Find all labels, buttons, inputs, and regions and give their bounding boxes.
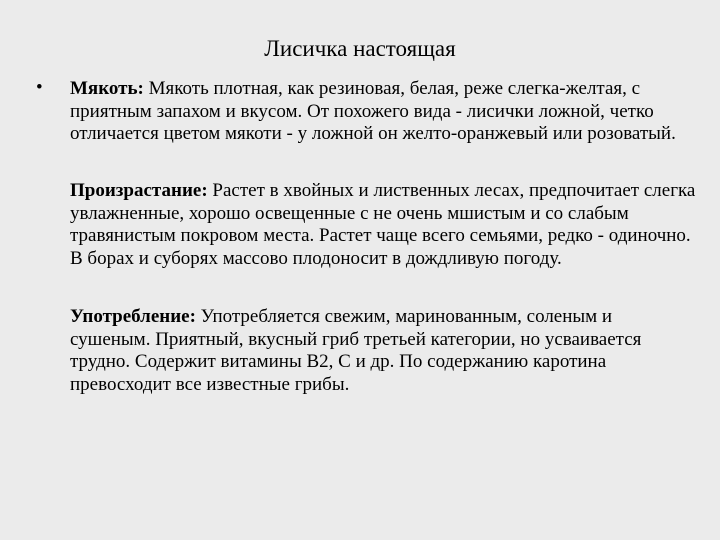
slide-title: Лисичка настоящая [264,36,456,61]
paragraph-habitat [70,180,696,270]
bullet-icon: • [36,77,43,98]
paragraph-usage [70,306,696,396]
habitat-label: Произрастание: [70,180,208,201]
pulp-text: Мякоть плотная, как резиновая, белая, реже слегка-желтая, с приятным запахом и вкусом. От похожего вида - лисички ложной, четко отличается цветом мякоти - у ложной он желто-оранжевый или розоватый. [70,78,676,145]
pulp-label: Мякоть: [70,78,144,99]
usage-label: Употребление: [70,306,196,327]
habitat-text: Растет в хвойных и лиственных лесах, предпочитает слегка увлажненные, хорошо освещенные с не очень мшистым и со слабым травянистым покровом места. Растет чаще всего семьями, редко - одиночно. В борах и суборях массово плодоносит в дождливую погоду. [70,180,696,269]
paragraph-pulp [70,78,696,146]
usage-text: Употребляется свежим, маринованным, соленым и сушеным. Приятный, вкусный гриб третьей категории, но усваивается трудно. Содержит витамины В2, С и др. По содержанию каротина превосходит все известные грибы. [70,306,642,395]
